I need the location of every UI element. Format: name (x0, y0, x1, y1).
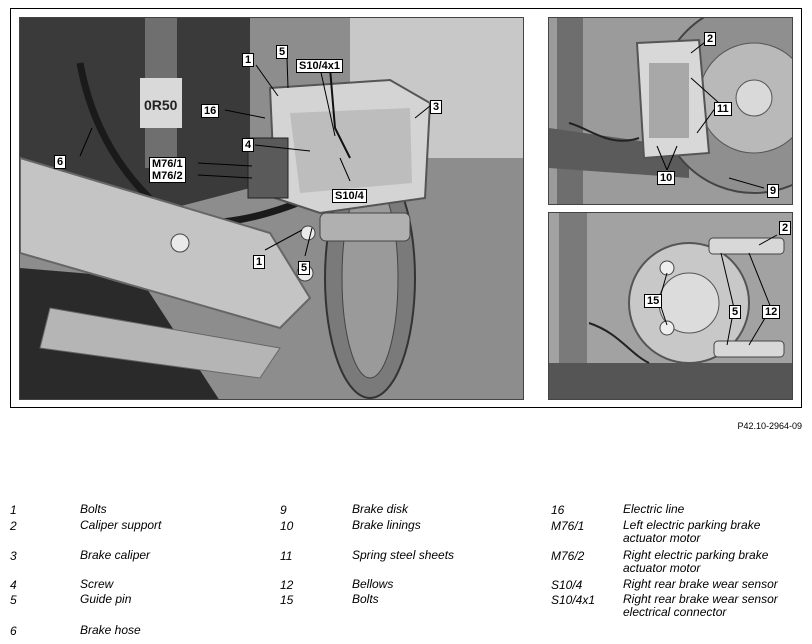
br-callout-2-caliper-support: 2 (779, 221, 791, 235)
main-photo-illustration (20, 18, 524, 400)
brake-disk-detail-photo (548, 17, 793, 205)
legend-key: 5 (10, 593, 17, 607)
legend-key: M76/1 (551, 519, 585, 533)
legend-desc: Brake hose (80, 623, 141, 637)
legend-key: 15 (280, 593, 294, 607)
callout-6-brake-hose: 6 (54, 155, 66, 169)
figure-frame (10, 8, 802, 408)
figure-code: P42.10-2964-09 (737, 421, 802, 431)
svg-text:0R50: 0R50 (144, 97, 178, 113)
legend-desc: Guide pin (80, 592, 132, 606)
tr-callout-9-brake-disk: 9 (767, 184, 779, 198)
legend-desc: Left electric parking brake actuator motor (623, 518, 761, 545)
legend-desc: Electric line (623, 502, 685, 516)
br-callout-15-bolts: 15 (644, 294, 662, 308)
callout-m76-2: M76/2 (152, 170, 183, 182)
caliper-detail-illustration (549, 213, 793, 400)
legend-desc: Brake disk (352, 502, 409, 516)
legend-key: 9 (280, 503, 287, 517)
callout-4-screw: 4 (242, 138, 254, 152)
legend-desc: Bellows (352, 577, 394, 591)
legend-key: 4 (10, 578, 17, 592)
legend-desc: Spring steel sheets (352, 548, 455, 562)
br-callout-5-guide-pin: 5 (729, 305, 741, 319)
legend-key: M76/2 (551, 549, 585, 563)
legend-key: S10/4x1 (551, 593, 596, 607)
callout-s10-4x1: S10/4x1 (296, 59, 343, 73)
callout-16-electric-line: 16 (201, 104, 219, 118)
tr-callout-2-caliper-support: 2 (704, 32, 716, 46)
legend-key: 6 (10, 624, 17, 638)
tr-callout-11-spring-steel-sheets: 11 (714, 102, 732, 116)
legend-desc: Brake linings (352, 518, 421, 532)
callout-m76-1: M76/1 (152, 158, 183, 170)
legend-key: 3 (10, 549, 17, 563)
legend-key: 2 (10, 519, 17, 533)
legend-desc: Bolts (80, 502, 107, 516)
parts-legend (10, 503, 802, 643)
callout-m76-labels (149, 157, 186, 183)
legend-key: 16 (551, 503, 565, 517)
callout-s10-4: S10/4 (332, 189, 367, 203)
callout-5-guide-pin-top: 5 (276, 45, 288, 59)
legend-desc: Right rear brake wear sensor electrical connector (623, 592, 778, 619)
legend-key: 1 (10, 503, 17, 517)
callout-3-brake-caliper: 3 (430, 100, 442, 114)
main-brake-assembly-photo (19, 17, 524, 400)
tr-callout-10-brake-linings: 10 (657, 171, 675, 185)
callout-5-guide-pin-bottom: 5 (298, 261, 310, 275)
callout-1-bolts-top: 1 (242, 53, 254, 67)
legend-key: S10/4 (551, 578, 583, 592)
legend-desc: Caliper support (80, 518, 162, 532)
callout-1-bolts-bottom: 1 (253, 255, 265, 269)
legend-desc: Right rear brake wear sensor (623, 577, 778, 591)
caliper-support-detail-photo (548, 212, 793, 400)
legend-key: 10 (280, 519, 294, 533)
legend-desc: Brake caliper (80, 548, 151, 562)
legend-desc: Bolts (352, 592, 379, 606)
br-callout-12-bellows: 12 (762, 305, 780, 319)
legend-desc: Right electric parking brake actuator motor (623, 548, 769, 575)
legend-desc: Screw (80, 577, 114, 591)
legend-key: 11 (280, 549, 293, 563)
legend-key: 12 (280, 578, 294, 592)
